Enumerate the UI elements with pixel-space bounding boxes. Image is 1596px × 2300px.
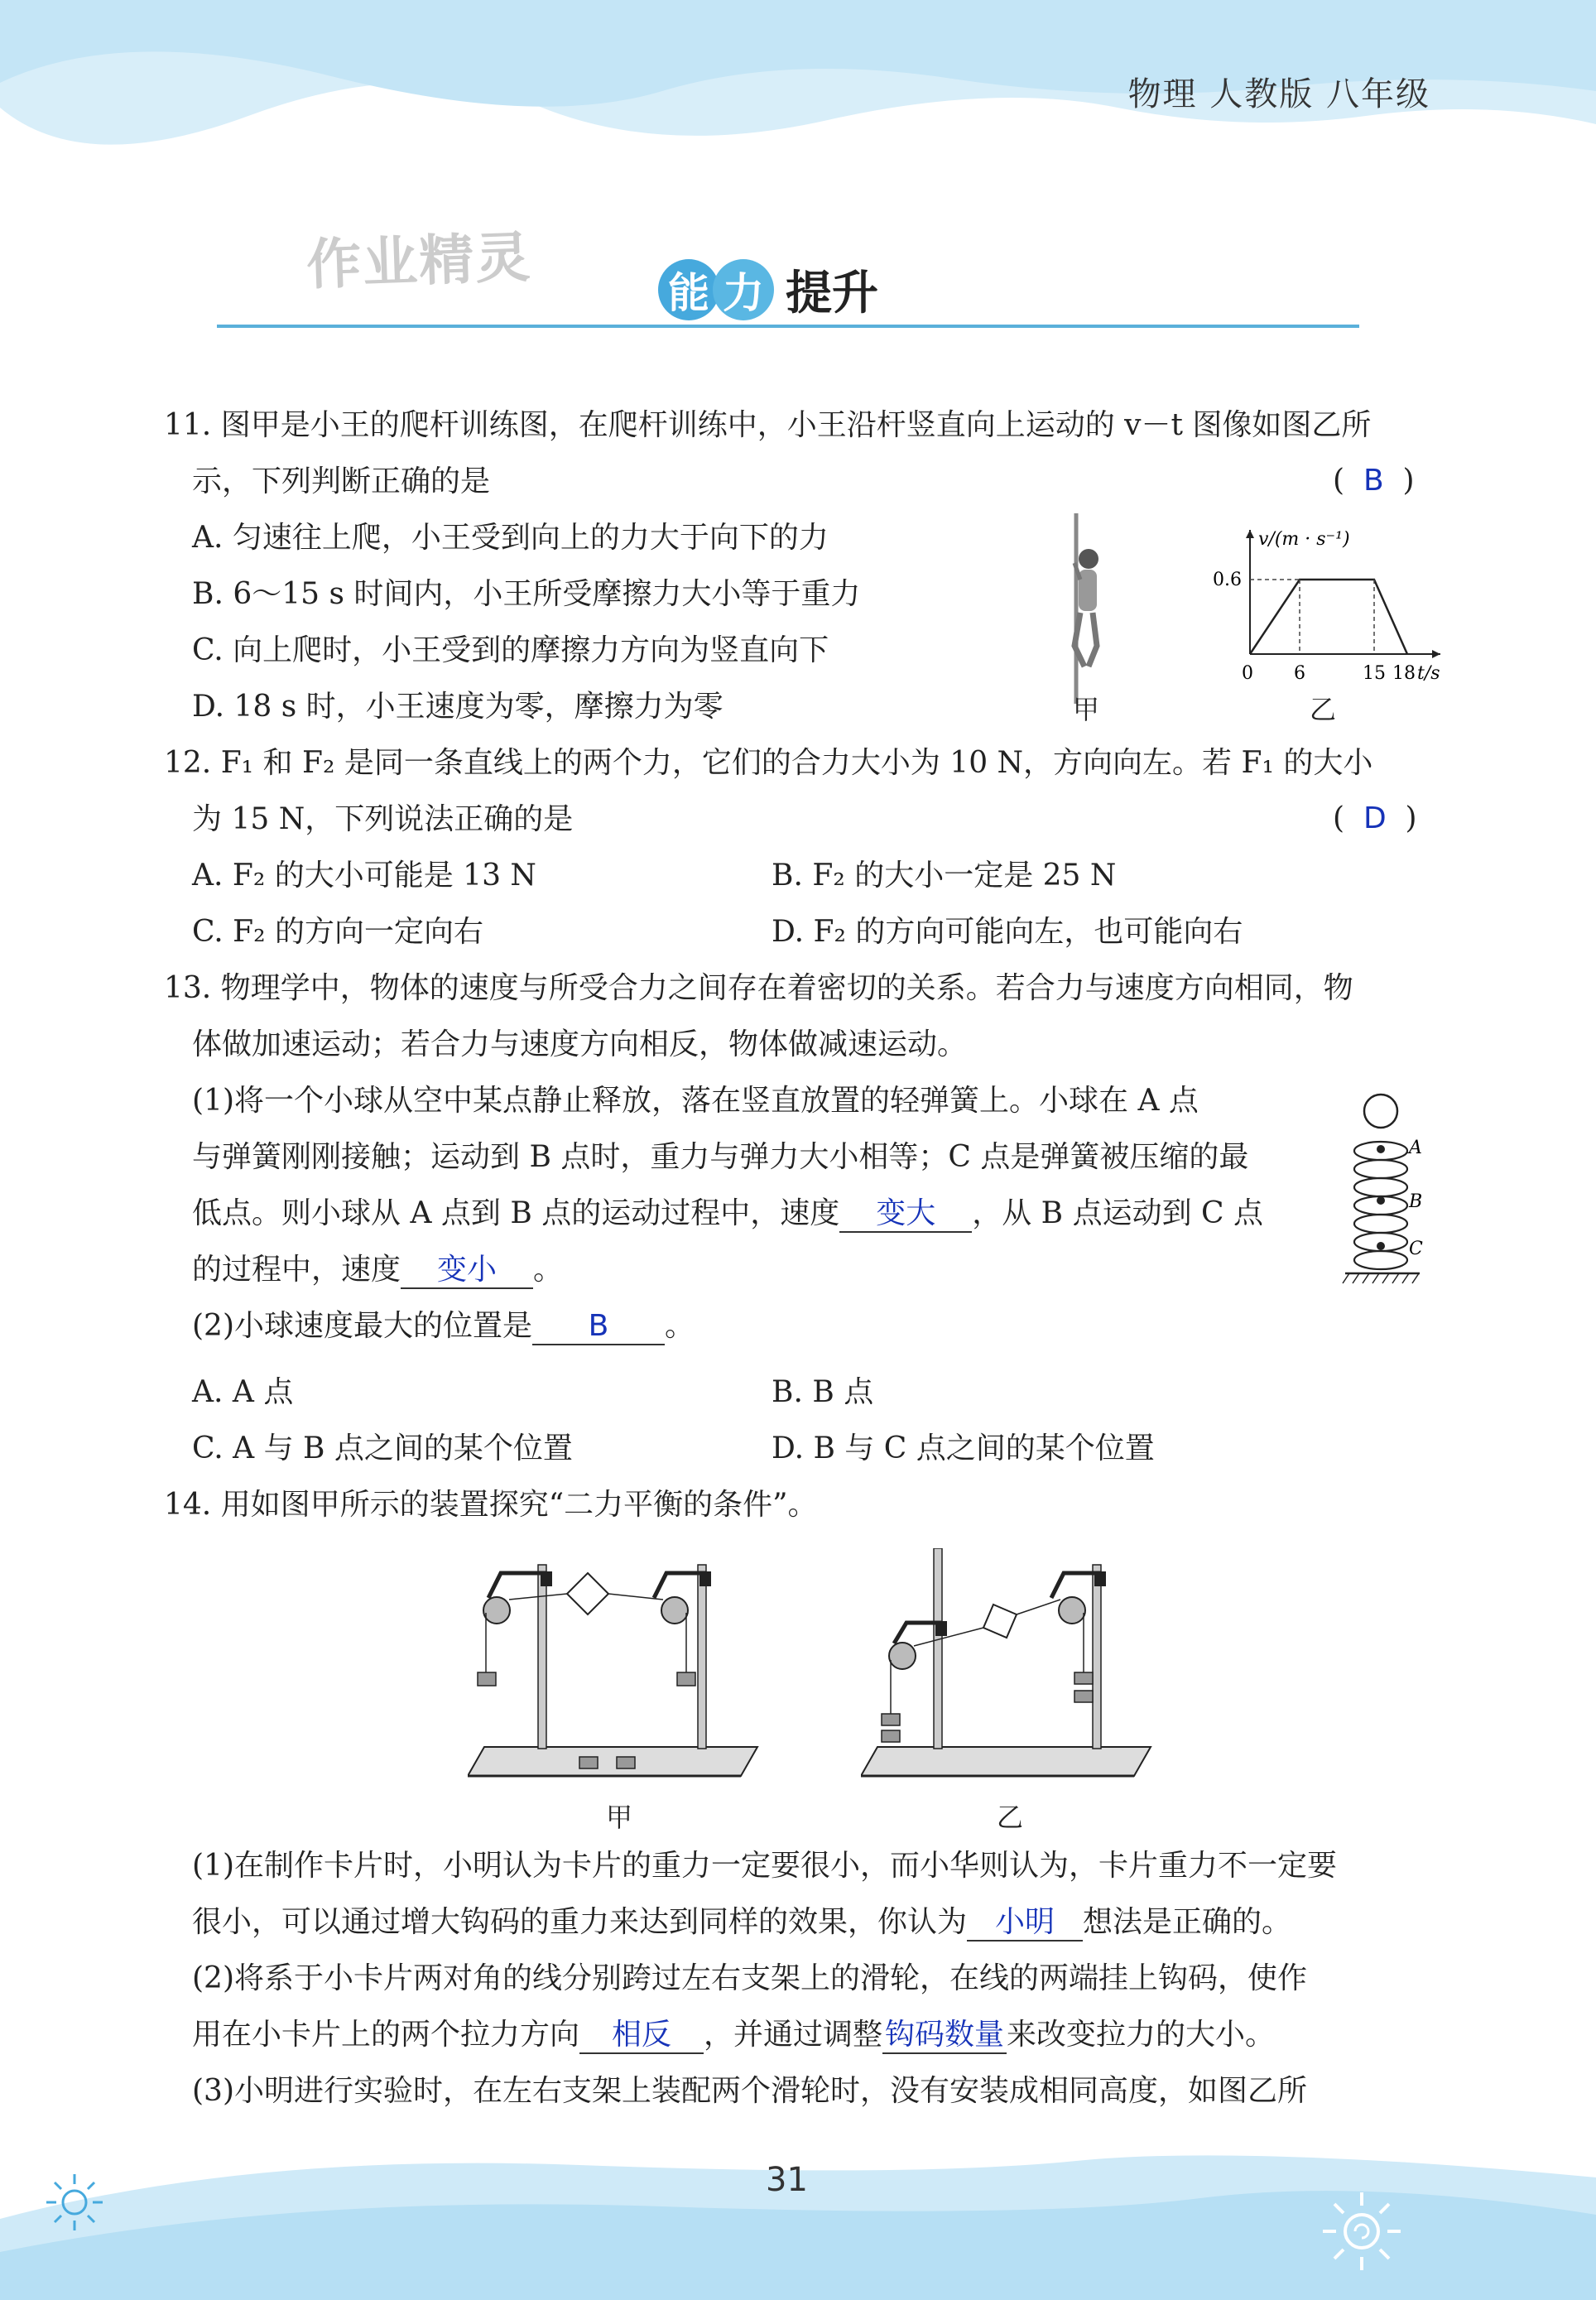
q11-climber-figure (1051, 513, 1134, 704)
q13-option-a: A. A 点 (192, 1375, 294, 1409)
graph-x-tick-0: 0 (1242, 663, 1253, 684)
q13-option-c: C. A 与 B 点之间的某个位置 (192, 1431, 573, 1465)
graph-x-tick-18: 18 (1392, 663, 1416, 684)
q11-option-b: B. 6～15 s 时间内，小王所受摩擦力大小等于重力 (192, 577, 861, 611)
q13-spring-figure (1333, 1076, 1449, 1325)
q14-blank-2: 相反 (579, 2017, 704, 2054)
q13-option-d: D. B 与 C 点之间的某个位置 (772, 1431, 1155, 1465)
spring-label-b: B (1409, 1191, 1423, 1212)
q11-answer-paren: ( B ) (1333, 464, 1415, 498)
q13-part1-line3 (192, 1196, 1263, 1233)
q11-option-c: C. 向上爬时，小王受到的摩擦力方向为竖直向下 (192, 633, 829, 667)
q13-part1-line1: (1)将一个小球从空中某点静止释放，落在竖直放置的轻弹簧上。小球在 A 点 (192, 1084, 1199, 1118)
q11-option-a: A. 匀速往上爬，小王受到向上的力大于向下的力 (192, 521, 829, 555)
q12-option-b: B. F₂ 的大小一定是 25 N (772, 859, 1117, 893)
q13-part2 (192, 1308, 695, 1345)
section-title (658, 248, 878, 331)
q12-option-d: D. F₂ 的方向可能向左，也可能向右 (772, 915, 1243, 949)
q14-part1-line2 (192, 1904, 1291, 1942)
q13-p1d-pre: 的过程中，速度 (192, 1253, 401, 1287)
q14-fig-jia-label: 甲 (606, 1802, 633, 1833)
q14-p2b-post: 来改变拉力的大小。 (1007, 2018, 1276, 2052)
q13-part1-line4 (192, 1252, 563, 1289)
q14-part1-line1: (1)在制作卡片时，小明认为卡片的重力一定要很小，而小华则认为，卡片重力不一定要 (192, 1849, 1337, 1883)
q13-blank-1: 变大 (839, 1196, 972, 1233)
q11-fig-jia-label: 甲 (1073, 694, 1100, 725)
q13-p1d-post: 。 (533, 1253, 564, 1287)
q13-part1-line2: 与弹簧刚刚接触；运动到 B 点时，重力与弹力大小相等；C 点是弹簧被压缩的最 (192, 1140, 1249, 1174)
graph-xlabel: t/s (1417, 663, 1440, 684)
q14-blank-1: 小明 (967, 1904, 1083, 1942)
q13-stem-line1: 13. 物理学中，物体的速度与所受合力之间存在着密切的关系。若合力与速度方向相同，物 (164, 971, 1353, 1005)
section-bubble-1: 能 (658, 259, 719, 320)
q13-p2-post: 。 (665, 1309, 695, 1343)
q14-part2-line1: (2)将系于小卡片两对角的线分别跨过左右支架上的滑轮，在线的两端挂上钩码，使作 (192, 1961, 1307, 1995)
section-bubble-2: 力 (713, 259, 774, 320)
q14-blank-3: 钩码数量 (882, 2017, 1007, 2054)
q13-p1c-pre: 低点。则小球从 A 点到 B 点的运动过程中，速度 (192, 1196, 840, 1230)
q13-blank-3: B (532, 1308, 665, 1345)
q13-blank-2: 变小 (401, 1252, 533, 1289)
q14-apparatus-jia (468, 1548, 774, 1788)
q11-stem-line2: 示，下列判断正确的是 (192, 464, 491, 498)
q11-option-d: D. 18 s 时，小王速度为零，摩擦力为零 (192, 690, 723, 724)
q14-part2-line2 (192, 2017, 1275, 2054)
spring-label-a: A (1409, 1138, 1422, 1158)
q13-option-b: B. B 点 (772, 1375, 874, 1409)
q14-p1b-pre: 很小，可以通过增大钩码的重力来达到同样的效果，你认为 (192, 1905, 968, 1939)
q11-answer: B (1363, 464, 1384, 498)
section-title-text: 提升 (786, 267, 878, 320)
q11-fig-yi-label: 乙 (1310, 694, 1337, 725)
sun-icon-right (1316, 2186, 1407, 2277)
q14-part3-line1: (3)小明进行实验时，在左右支架上装配两个滑轮时，没有安装成相同高度，如图乙所 (192, 2074, 1307, 2108)
q13-p1c-post: ，从 B 点运动到 C 点 (972, 1196, 1264, 1230)
q12-answer-paren: ( D ) (1333, 801, 1417, 835)
graph-x-tick-15: 15 (1363, 663, 1386, 684)
q12-option-a: A. F₂ 的大小可能是 13 N (192, 859, 536, 893)
q12-stem-line1: 12. F₁ 和 F₂ 是同一条直线上的两个力，它们的合力大小为 10 N，方向向左。若 F₁ 的大小 (164, 746, 1373, 780)
q14-p1b-post: 想法是正确的。 (1083, 1905, 1292, 1939)
page-number: 31 (766, 2161, 808, 2199)
spring-label-c: C (1409, 1239, 1423, 1259)
q11-stem-line1: 11. 图甲是小王的爬杆训练图，在爬杆训练中，小王沿杆竖直向上运动的 v－t 图像如图乙所 (164, 408, 1372, 442)
q12-stem-line2: 为 15 N，下列说法正确的是 (192, 802, 574, 836)
book-header: 物理 人教版 八年级 (1127, 75, 1430, 113)
graph-ylabel: v/(m · s⁻¹) (1258, 529, 1350, 550)
q12-option-c: C. F₂ 的方向一定向右 (192, 915, 484, 949)
q14-fig-yi-label: 乙 (997, 1802, 1024, 1833)
q11-vt-graph (1209, 513, 1457, 687)
q14-p2b-mid: ，并通过调整 (704, 2018, 883, 2052)
q12-answer: D (1363, 801, 1387, 835)
watermark-logo: 作业精灵 (305, 225, 533, 297)
sun-icon-left (41, 2169, 108, 2235)
q14-p2b-pre: 用在小卡片上的两个拉力方向 (192, 2018, 580, 2052)
graph-x-tick-6: 6 (1294, 663, 1305, 684)
q14-apparatus-yi (861, 1548, 1167, 1788)
q13-p2-pre: (2)小球速度最大的位置是 (192, 1309, 532, 1343)
graph-y-tick: 0.6 (1213, 570, 1242, 590)
q14-stem: 14. 用如图甲所示的装置探究“二力平衡的条件”。 (164, 1488, 818, 1522)
q13-stem-line2: 体做加速运动；若合力与速度方向相反，物体做减速运动。 (192, 1027, 968, 1061)
